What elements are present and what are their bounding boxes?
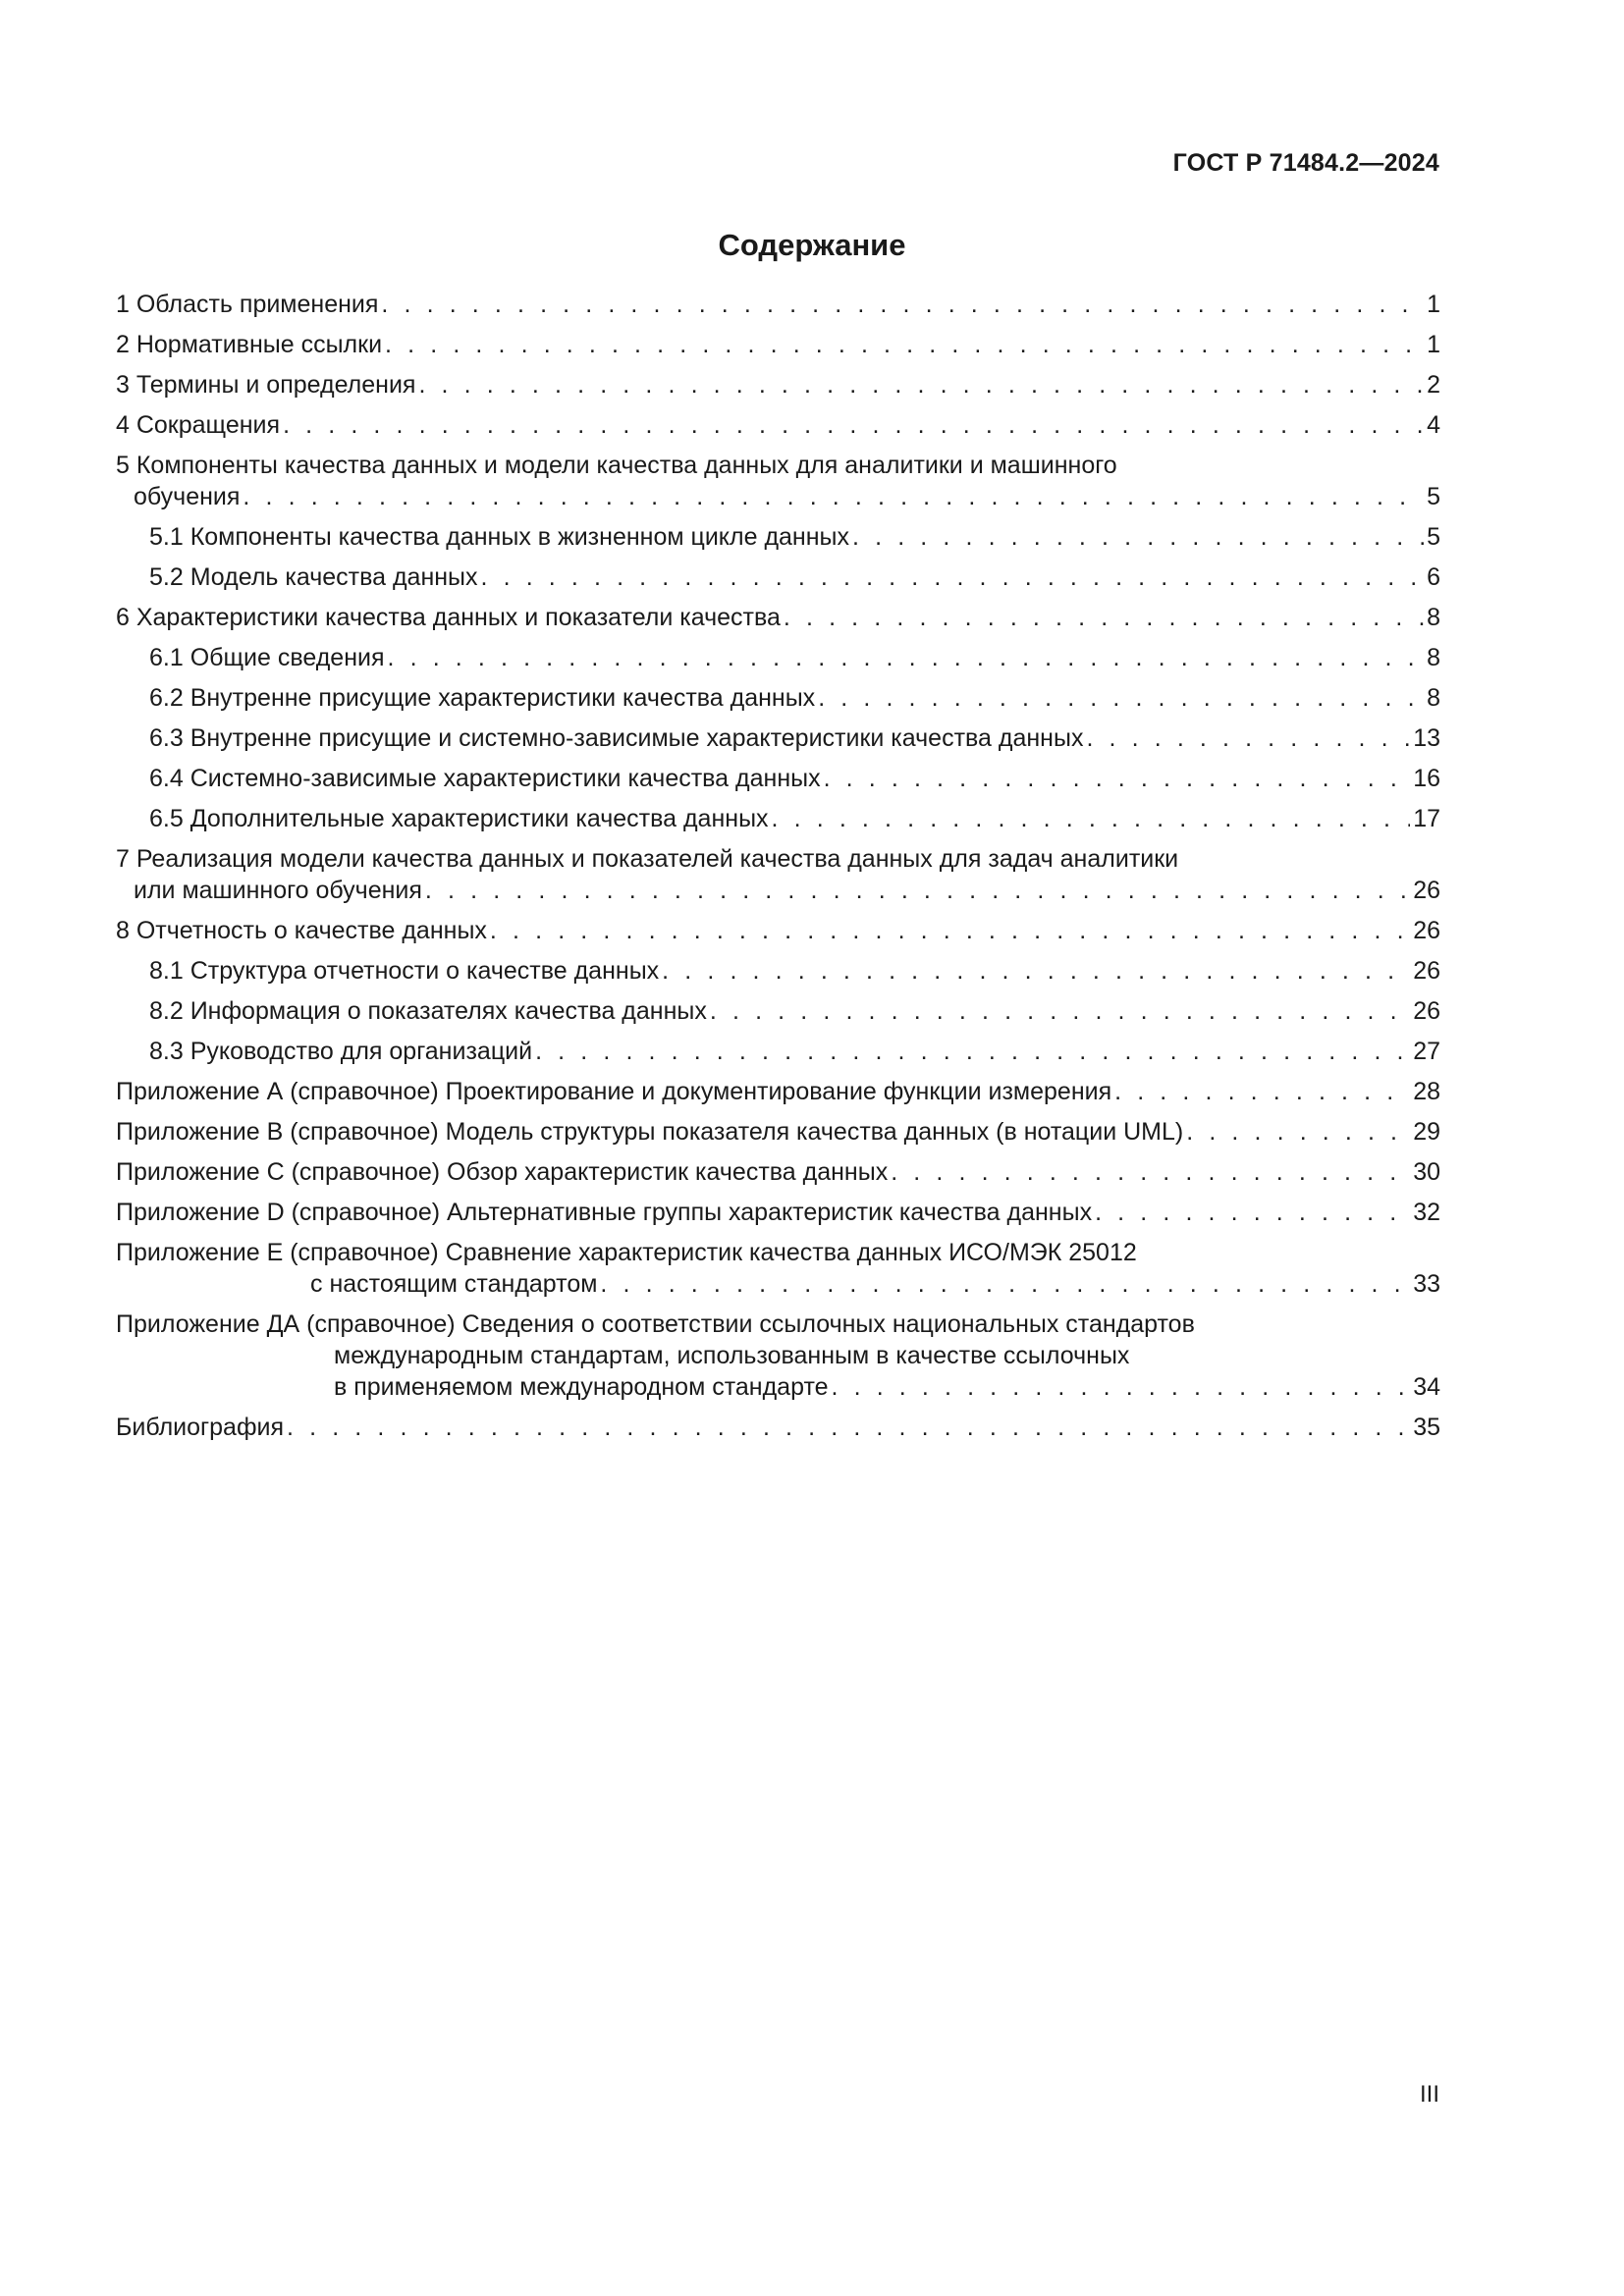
toc-entry-title: 5.2 Модель качества данных (149, 563, 478, 591)
toc-entry-page: 27 (1413, 1038, 1440, 1065)
toc-leader-dots (1095, 1197, 1410, 1228)
toc-entry-page: 16 (1413, 765, 1440, 792)
toc-entry-title: 1 Область применения (116, 291, 379, 318)
toc-leader-dots (481, 561, 1425, 593)
toc-entry-title: 5.1 Компоненты качества данных в жизненном цикле данных (149, 523, 850, 551)
toc-leader-dots (418, 369, 1424, 400)
toc-entry-title: 6.3 Внутренне присущие и системно-зависимые характеристики качества данных (149, 724, 1084, 752)
toc-leader-dots (1086, 722, 1410, 754)
toc-entry-title: Приложение D (справочное) Альтернативные группы характеристик качества данных (116, 1199, 1093, 1226)
toc-entry[interactable] (116, 995, 1440, 1027)
toc-title: Содержание (718, 228, 906, 262)
toc-entry-title: 8.2 Информация о показателях качества данных (149, 997, 707, 1025)
toc-leader-dots (1114, 1076, 1410, 1107)
toc-entry[interactable] (116, 642, 1440, 673)
toc-entry-title: 8 Отчетность о качестве данных (116, 917, 487, 944)
toc-entry[interactable] (116, 843, 1440, 906)
toc-entry-page: 4 (1427, 411, 1440, 439)
toc-entry-title: 3 Термины и определения (116, 371, 416, 399)
toc-leader-dots (784, 602, 1424, 633)
document-standard-id: ГОСТ Р 71484.2—2024 (1172, 149, 1439, 177)
toc-entry[interactable] (116, 722, 1440, 754)
toc-entry[interactable] (116, 955, 1440, 987)
toc-leader-dots (425, 875, 1410, 906)
toc-leader-dots (600, 1268, 1410, 1300)
toc-entry-title-continued: международным стандартам, использованным в качестве ссылочных (334, 1342, 1130, 1369)
toc-entry-page: 8 (1427, 604, 1440, 631)
toc-entry-title: 8.3 Руководство для организаций (149, 1038, 533, 1065)
toc-entry-title: Приложение ДА (справочное) Сведения о соответствии ссылочных национальных стандартов (116, 1310, 1195, 1338)
toc-entry[interactable] (116, 1116, 1440, 1148)
toc-entry-page: 34 (1413, 1373, 1440, 1401)
toc-entry-page: 1 (1427, 291, 1440, 318)
toc-entry[interactable] (116, 450, 1440, 512)
toc-entry-page: 2 (1427, 371, 1440, 399)
toc-entry-title: 8.1 Структура отчетности о качестве данных (149, 957, 660, 985)
toc-entry[interactable] (116, 409, 1440, 441)
toc-entry-title-continued: или машинного обучения (134, 877, 422, 904)
toc-leader-dots (490, 915, 1410, 946)
toc-leader-dots (710, 995, 1410, 1027)
toc-entry-page: 13 (1413, 724, 1440, 752)
toc-leader-dots (772, 803, 1411, 834)
toc-entry[interactable] (116, 1237, 1440, 1300)
toc-entry-page: 26 (1413, 957, 1440, 985)
toc-entry-page: 5 (1427, 483, 1440, 510)
toc-entry[interactable] (116, 1197, 1440, 1228)
toc-leader-dots (388, 642, 1425, 673)
toc-entry-title: 6 Характеристики качества данных и показатели качества (116, 604, 781, 631)
toc-leader-dots (891, 1156, 1410, 1188)
toc-entry[interactable] (116, 1412, 1440, 1443)
toc-entry-title: 7 Реализация модели качества данных и показателей качества данных для задач аналитики (116, 845, 1179, 873)
toc-entry-page: 6 (1427, 563, 1440, 591)
toc-entry-title: Приложение А (справочное) Проектирование и документирование функции измерения (116, 1078, 1112, 1105)
toc-entry-page: 17 (1413, 805, 1440, 832)
toc-entry-title: 2 Нормативные ссылки (116, 331, 383, 358)
toc-entry-page: 33 (1413, 1270, 1440, 1298)
toc-entry-page: 8 (1427, 644, 1440, 671)
toc-entry-title: Приложение В (справочное) Модель структуры показателя качества данных (в нотации UML) (116, 1118, 1184, 1146)
toc-entry-page: 28 (1413, 1078, 1440, 1105)
table-of-contents (116, 289, 1440, 1452)
toc-leader-dots (852, 521, 1424, 553)
toc-leader-dots (385, 329, 1424, 360)
toc-entry[interactable] (116, 369, 1440, 400)
toc-leader-dots (818, 682, 1424, 714)
toc-entry-title: Библиография (116, 1414, 285, 1441)
toc-entry-title: 6.5 Дополнительные характеристики качества данных (149, 805, 769, 832)
toc-entry-title: 4 Сокращения (116, 411, 281, 439)
toc-entry-title: 6.1 Общие сведения (149, 644, 385, 671)
toc-entry[interactable] (116, 915, 1440, 946)
toc-leader-dots (381, 289, 1424, 320)
toc-entry-page: 35 (1413, 1414, 1440, 1441)
toc-entry[interactable] (116, 289, 1440, 320)
toc-entry[interactable] (116, 1156, 1440, 1188)
toc-entry-page: 26 (1413, 917, 1440, 944)
toc-entry-page: 29 (1413, 1118, 1440, 1146)
toc-entry[interactable] (116, 329, 1440, 360)
toc-entry-page: 30 (1413, 1158, 1440, 1186)
toc-entry-title: 6.2 Внутренне присущие характеристики качества данных (149, 684, 816, 712)
toc-entry-page: 26 (1413, 877, 1440, 904)
toc-entry-page: 5 (1427, 523, 1440, 551)
toc-leader-dots (662, 955, 1410, 987)
toc-entry[interactable] (116, 1308, 1440, 1403)
toc-entry[interactable] (116, 1076, 1440, 1107)
toc-entry-title-continued: обучения (134, 483, 241, 510)
toc-entry-title-continued: в применяемом международном стандарте (334, 1373, 829, 1401)
toc-entry[interactable] (116, 682, 1440, 714)
toc-entry-title: Приложение Е (справочное) Сравнение характеристик качества данных ИСО/МЭК 25012 (116, 1239, 1137, 1266)
toc-entry[interactable] (116, 803, 1440, 834)
toc-entry-title-continued: с настоящим стандартом (310, 1270, 598, 1298)
toc-leader-dots (1186, 1116, 1410, 1148)
toc-entry[interactable] (116, 521, 1440, 553)
toc-entry-title: Приложение С (справочное) Обзор характеристик качества данных (116, 1158, 889, 1186)
toc-entry-page: 8 (1427, 684, 1440, 712)
toc-leader-dots (832, 1371, 1411, 1403)
toc-leader-dots (283, 409, 1424, 441)
toc-entry-page: 26 (1413, 997, 1440, 1025)
toc-entry[interactable] (116, 561, 1440, 593)
page-number: III (1419, 2081, 1439, 2108)
toc-leader-dots (243, 481, 1424, 512)
toc-entry[interactable] (116, 1036, 1440, 1067)
toc-entry-title: 5 Компоненты качества данных и модели качества данных для аналитики и машинного (116, 452, 1117, 479)
toc-entry-page: 1 (1427, 331, 1440, 358)
toc-leader-dots (535, 1036, 1410, 1067)
toc-leader-dots (824, 763, 1411, 794)
toc-entry[interactable] (116, 763, 1440, 794)
toc-entry-page: 32 (1413, 1199, 1440, 1226)
toc-entry[interactable] (116, 602, 1440, 633)
toc-entry-title: 6.4 Системно-зависимые характеристики качества данных (149, 765, 821, 792)
toc-leader-dots (287, 1412, 1410, 1443)
